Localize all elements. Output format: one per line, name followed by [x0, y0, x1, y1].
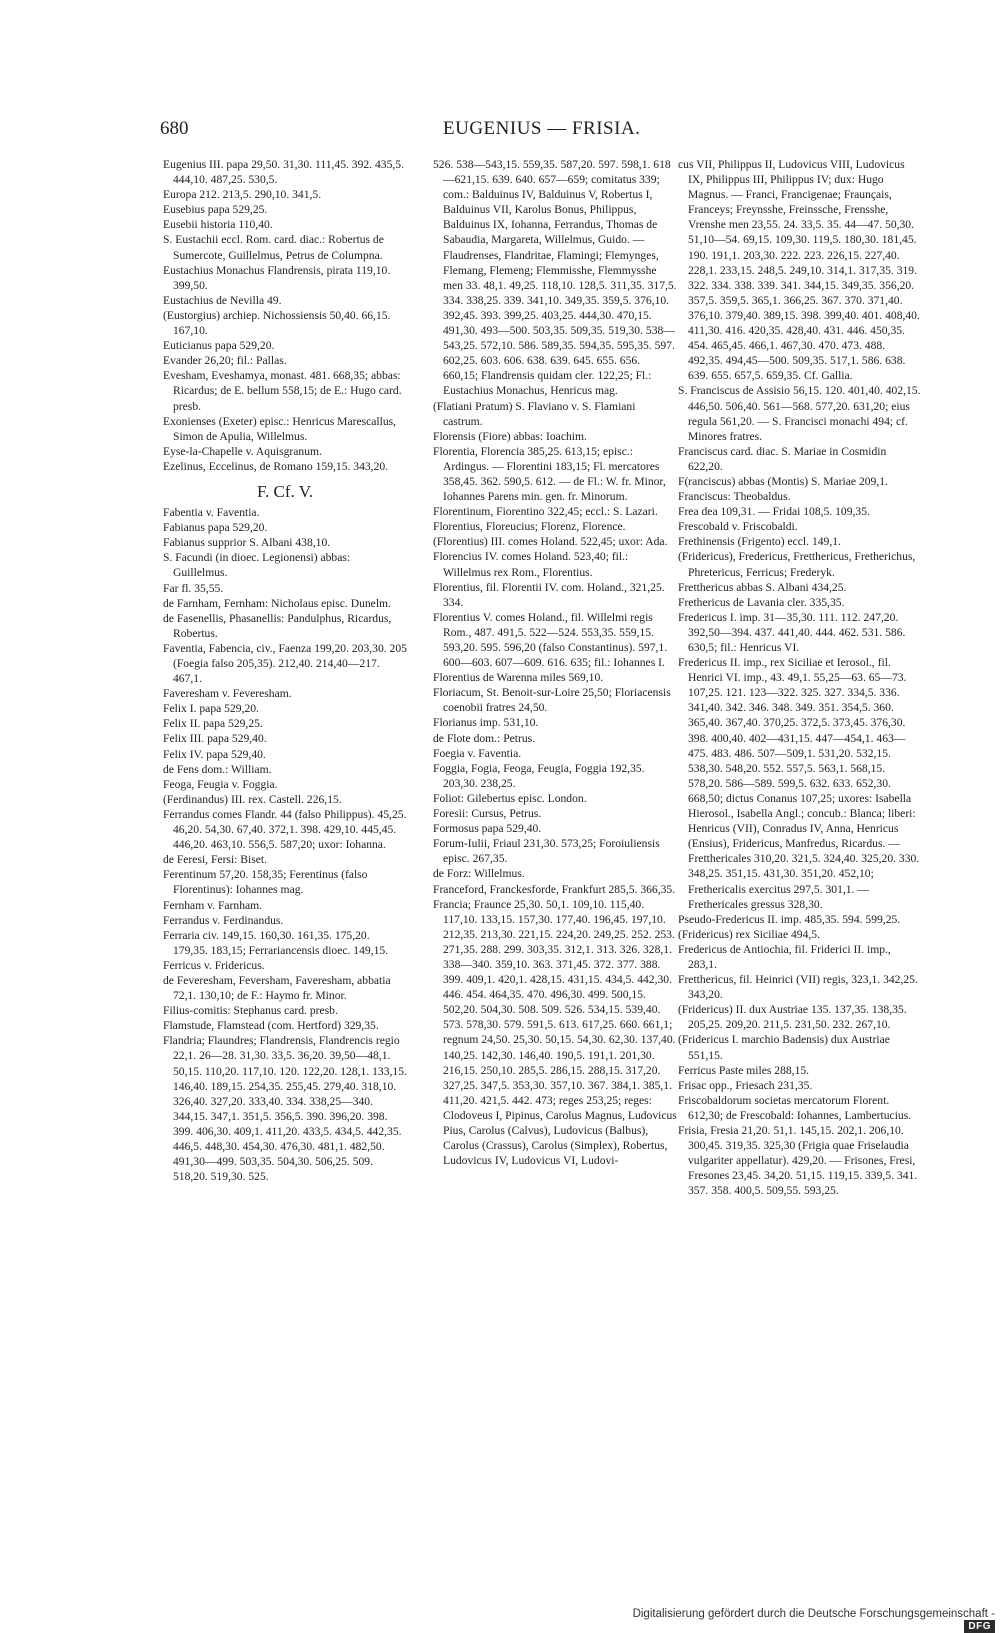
index-entry: Ferricus Paste miles 288,15. — [678, 1063, 810, 1077]
index-entry: Felix II. papa 529,25. — [163, 717, 263, 731]
index-entry: S. Franciscus de Assisio 56,15. 120. 401,40. 402,15. 446,50. 506,40. 561—568. 577,20. 631,20; eius regula 561,20. — S. Francisci monachi 494; cf. Minores fratres. — [678, 384, 921, 443]
index-entry: (Fridericus) rex Siciliae 494,5. — [678, 927, 820, 941]
index-entry: Fredericus II. imp., rex Siciliae et Ierosol., fil. Henrici VI. imp., 43. 49,1. 55,25—63. 65—73. 107,25. 121. 123—322. 325. 327. 334,5. 336. 341,40. 342. 346. 348. 349. 351. 354,5. 360. 365,40. 367,40. 370,25. 372,5. 373,45. 376,30. 398. 400,40. 402—431,15. 447—454,1. 463—475. 483. 486. 507—509,1. 531,20. 532,15. 538,30. 548,20. 552. 557,5. 563,1. 568,15. 578,20. 586—589. 599,5. 632. 633. 652,30. 668,50; dictus Conanus 107,25; uxores: Isabella Hierosol., Isabella Angl.; concub.: Blanca; liberi: Henricus (VII), Conradus IV, Anna, Henricus (Ensius), Fridericus, Manfredus, Ricardus. — Fretthericales 310,20. 321,5. 324,40. 325,20. 330. 348,25. 351,15. 431,30. 351,20. 452,10; Frethericalis exercitus 297,5. 301,1. — Frethericales gressus 328,30. — [678, 656, 920, 911]
index-entry: Frescobald v. Friscobaldi. — [678, 520, 798, 534]
index-entry: Pseudo-Fredericus II. imp. 485,35. 594. 599,25. — [678, 912, 901, 926]
index-entry: Florianus imp. 531,10. — [433, 716, 539, 730]
index-entry: Ferricus v. Fridericus. — [163, 958, 265, 972]
index-entry: (Flatiani Pratum) S. Flaviano v. S. Flamiani castrum. — [433, 399, 636, 428]
index-entry: Frethinensis (Frigento) eccl. 149,1. — [678, 535, 841, 549]
index-entry: Eustachius de Nevilla 49. — [163, 293, 282, 307]
index-entry: S. Eustachii eccl. Rom. card. diac.: Robertus de Sumercote, Guillelmus, Petrus de Columpna. — [163, 233, 384, 262]
index-entry: Francia; Fraunce 25,30. 50,1. 109,10. 115,40. 117,10. 133,15. 157,30. 177,40. 196,45. 197,10. 212,35. 213,30. 221,15. 224,20. 249,25. 252. 253. 271,35. 288. 299. 303,35. 312,1. 313. 326. 328,1. 338—340. 359,10. 363. 371,45. 372. 377. 388. 399. 409,1. 420,1. 428,15. 431,15. 434,5. 442,30. 446. 454. 464,35. 470. 496,30. 499. 500,15. 502,20. 504,30. 508. 509. 526. 534,15. 539,40. 573. 578,30. 579. 591,5. 613. 617,25. 660. 661,1; regnum 24,50. 25,30. 50,15. 54,30. 62,30. 137,40. 140,25. 142,30. 146,40. 190,5. 191,1. 201,30. 216,15. 250,10. 285,5. 286,15. 288,15. 317,20. 327,25. 347,5. 353,30. 357,10. 367. 384,1. 385,1. 411,20. 421,5. 442. 473; reges 253,25; reges: Clodoveus I, Pipinus, Carolus Magnus, Ludovicus Pius, Carolus (Calvus), Ludovicus (Balbus), Carolus (Crassus), Carolus (Simplex), Robertus, Ludovicus IV, Ludovicus VI, Ludovi- — [433, 897, 677, 1168]
index-entry: Europa 212. 213,5. 290,10. 341,5. — [163, 188, 322, 202]
index-entry: Feoga, Feugia v. Foggia. — [163, 777, 278, 791]
page-header — [160, 118, 940, 146]
dfg-logo: DFG — [964, 1620, 995, 1633]
index-entry: de Fens dom.: William. — [163, 762, 272, 776]
index-entry: Faventia, Fabencia, civ., Faenza 199,20. 203,30. 205 (Foegia falso 205,35). 212,40. 214,40—217. 467,1. — [163, 641, 407, 686]
index-entry: Franceford, Franckesforde, Frankfurt 285,5. 366,35. — [433, 882, 676, 896]
index-entry: Fabianus papa 529,20. — [163, 521, 268, 535]
index-entry: Fabentia v. Faventia. — [163, 506, 260, 520]
index-entry: Floriacum, St. Benoit-sur-Loire 25,50; Floriacensis coenobii fratres 24,50. — [433, 686, 671, 715]
index-entry: F(ranciscus) abbas (Montis) S. Mariae 209,1. — [678, 474, 888, 488]
index-entry: Eusebius papa 529,25. — [163, 203, 268, 217]
index-entry: Evesham, Eveshamya, monast. 481. 668,35; abbas: Ricardus; de E. bellum 558,15; de E.: Hugo card. presb. — [163, 369, 402, 413]
index-entry: Fretthericus abbas S. Albani 434,25. — [678, 580, 847, 594]
index-entry: Fredericus de Antiochia, fil. Friderici II. imp., 283,1. — [678, 942, 891, 971]
index-entry: Flandria; Flaundres; Flandrensis, Flandrencis regio 22,1. 26—28. 31,30. 33,5. 36,20. 39,50—48,1. 50,15. 110,20. 117,10. 120. 122,20. 128,1. 133,15. 146,40. 189,15. 254,35. 255,45. 279,40. 318,10. 326,40. 327,20. 333,40. 334. 338,25—340. 344,15. 347,1. 351,5. 356,5. 390. 396,20. 398. 399. 406,30. 409,1. 411,20. 433,5. 434,5. 442,35. 446,5. 448,30. 454,30. 476,30. 481,1. 482,50. 491,30—499. 503,35. 504,30. 506,25. 509. 518,20. 519,30. 525. — [163, 1034, 407, 1184]
index-entry: Foggia, Fogia, Feoga, Feugia, Foggia 192,35. 203,30. 238,25. — [433, 761, 645, 790]
index-entry: Faveresham v. Feveresham. — [163, 687, 292, 701]
page-number: 680 — [160, 118, 189, 139]
index-entry: Florentius, fil. Florentii IV. com. Holand., 321,25. 334. — [433, 580, 665, 609]
section-heading: F. Cf. V. — [256, 481, 314, 501]
index-entry: de Farnham, Fernham: Nicholaus episc. Dunelm. — [163, 596, 391, 610]
index-entry: Ferraria civ. 149,15. 160,30. 161,35. 175,20. 179,35. 183,15; Ferrariancensis dioec. 149,15. — [163, 928, 389, 957]
index-entry: Foresii: Cursus, Petrus. — [433, 807, 542, 821]
index-entry: Frisac opp., Friesach 231,35. — [678, 1078, 813, 1092]
index-entry: Eyse-la-Chapelle v. Aquisgranum. — [163, 444, 322, 458]
index-entry: de Feresi, Fersi: Biset. — [163, 853, 268, 867]
index-entry: Euticianus papa 529,20. — [163, 339, 275, 353]
index-entry: Eustachius Monachus Flandrensis, pirata 119,10. 399,50. — [163, 263, 391, 292]
index-entry: Florentius de Warenna miles 569,10. — [433, 671, 604, 685]
index-entry: Ferrandus comes Flandr. 44 (falso Philippus). 45,25. 46,20. 54,30. 67,40. 372,1. 398. 429,10. 445,45. 446,20. 463,10. 556,5. 587,20; uxor: Iohanna. — [163, 807, 407, 852]
index-entry: (Fridericus) II. dux Austriae 135. 137,35. 138,35. 205,25. 209,20. 211,5. 231,50. 232. 267,10. — [678, 1003, 907, 1032]
index-entry: Felix IV. papa 529,40. — [163, 747, 266, 761]
index-entry: (Florentius) III. comes Holand. 522,45; uxor: Ada. — [433, 535, 668, 549]
index-entry: Florentinum, Fiorentino 322,45; eccl.: S. Lazari. — [433, 505, 658, 519]
index-entry: Eugenius III. papa 29,50. 31,30. 111,45. 392. 435,5. 444,10. 487,25. 530,5. — [163, 158, 404, 187]
index-entry: 526. 538—543,15. 559,35. 587,20. 597. 598,1. 618—621,15. 639. 640. 657—659; comitatus 339; com.: Balduinus IV, Balduinus V, Robertus I, Balduinus VII, Karolus Bonus, Philippus, Balduinus IX, Iohanna, Ferrandus, Thomas de Sabaudia, Margareta, Willelmus, Guido. — Flaudrenses, Flandritae, Flamingi; Flemynges, Flemang, Flemeng; Flemmisshe, Flemmysshe men 33. 48,1. 49,25. 118,10. 128,5. 311,35. 317,5. 334. 338,25. 339. 341,10. 349,35. 359,5. 376,10. 392,45. 393. 399,25. 403,25. 444,30. 470,15. 491,30. 493—500. 503,35. 509,35. 519,30. 538—543,25. 572,10. 586. 589,35. 594,35. 595,35. 597. 602,25. 603. 606. 638. 639. 645. 655. 656. 660,15; Flandrensis quidam cler. 122,25; Fl.: Eustachius Monachus, Henricus mag. — [433, 158, 677, 398]
index-entry: (Ferdinandus) III. rex. Castell. 226,15. — [163, 792, 342, 806]
index-entry: Filius-comitis: Stephanus card. presb. — [163, 1004, 338, 1018]
index-entry: Forum-Iulii, Friaul 231,30. 573,25; Foroiuliensis episc. 267,35. — [433, 837, 660, 866]
index-entry: Exonienses (Exeter) episc.: Henricus Marescallus, Simon de Apulia, Willelmus. — [163, 414, 397, 443]
index-entry: de Fasenellis, Phasanellis: Pandulphus, Ricardus, Robertus. — [163, 611, 392, 640]
index-entry: Eusebii historia 110,40. — [163, 218, 273, 232]
index-entry: Felix I. papa 529,20. — [163, 702, 259, 716]
index-entry: Frea dea 109,31. — Fridai 108,5. 109,35. — [678, 505, 870, 519]
index-entry: Felix III. papa 529,40. — [163, 732, 267, 746]
index-entry: cus VII, Philippus II, Ludovicus VIII, Ludovicus IX, Philippus III, Philippus IV; dux: Hugo Magnus. — Franci, Francigenae; Fraunçais, Franceys; Freynsshe, Freinssche, Frensshe, Vrenshe men 23,55. 24. 33,5. 35. 44—47. 50,30. 51,10—54. 69,15. 109,30. 119,5. 180,30. 181,45. 190. 191,1. 203,30. 222. 223. 226,15. 227,40. 228,1. 233,15. 248,5. 249,10. 314,1. 317,35. 319. 322. 334. 338. 339. 341. 344,15. 349,35. 356,20. 357,5. 359,5. 365,1. 366,25. 367. 370. 371,40. 376,10. 379,40. 389,15. 398. 399,40. 401. 408,40. 411,30. 416. 420,35. 428,40. 431. 446. 450,35. 454. 465,45. 466,1. 467,30. 470. 473. 488. 492,35. 494,45—500. 509,35. 517,1. 586. 638. 639. 655. 657,5. 659,35. Cf. Gallia. — [678, 158, 920, 383]
index-entry: (Fridericus I. marchio Badensis) dux Austriae 551,15. — [678, 1033, 890, 1062]
index-entry: de Forz: Willelmus. — [433, 867, 525, 881]
index-entry: (Fridericus), Fredericus, Fretthericus, Fretherichus, Phretericus, Ferricus; Frederyk. — [678, 550, 916, 579]
index-entry: Friscobaldorum societas mercatorum Florent. 612,30; de Frescobald: Iohannes, Lambertucius. — [678, 1093, 912, 1122]
index-entry: Foegia v. Faventia. — [433, 746, 522, 760]
index-entry: Ferentinum 57,20. 158,35; Ferentinus (falso Florentinus): Iohannes mag. — [163, 868, 368, 897]
index-entry: Franciscus card. diac. S. Mariae in Cosmidin 622,20. — [678, 444, 887, 473]
running-head: EUGENIUS — FRISIA. — [443, 118, 641, 139]
index-entry: de Flote dom.: Petrus. — [433, 731, 536, 745]
index-entry: Evander 26,20; fil.: Pallas. — [163, 354, 287, 368]
digitization-footer — [610, 1608, 995, 1633]
footer-text: Digitalisierung gefördert durch die Deutsche Forschungsgemeinschaft - — [632, 1608, 995, 1620]
index-entry: Fernham v. Farnham. — [163, 898, 263, 912]
index-column-1 — [163, 157, 407, 1184]
index-entry: Fabianus supprior S. Albani 438,10. — [163, 536, 331, 550]
index-entry: Florentius, Floreucius; Florenz, Florence. — [433, 520, 626, 534]
index-entry: Florensis (Fiore) abbas: Ioachim. — [433, 429, 587, 443]
index-entry: Franciscus: Theobaldus. — [678, 490, 791, 504]
index-column-2 — [433, 157, 677, 1168]
index-entry: Frethericus de Lavania cler. 335,35. — [678, 595, 845, 609]
index-entry: de Feveresham, Feversham, Faveresham, abbatia 72,1. 130,10; de F.: Haymo fr. Minor. — [163, 973, 391, 1003]
index-entry: Florentia, Florencia 385,25. 613,15; episc.: Ardingus. — Florentini 183,15; Fl. mercatores 358,45. 362. 590,5. 612. — de Fl.: W. fr. Minor, Iohannes Parens min. gen. fr. Minorum. — [433, 444, 666, 504]
index-entry: Fredericus I. imp. 31—35,30. 111. 112. 247,20. 392,50—394. 437. 441,40. 444. 462. 531. 586. 630,5; fil.: Henricus VI. — [678, 610, 906, 654]
index-entry: Foliot: Gilebertus episc. London. — [433, 791, 587, 805]
index-entry: Florencius IV. comes Holand. 523,40; fil.: Willelmus rex Rom., Florentius. — [433, 550, 629, 579]
index-entry: Fretthericus, fil. Heinrici (VII) regis, 323,1. 342,25. 343,20. — [678, 973, 918, 1002]
index-entry: S. Facundi (in dioec. Legionensi) abbas: Guillelmus. — [163, 551, 351, 580]
index-entry: Far fl. 35,55. — [163, 581, 224, 595]
index-entry: Flamstude, Flamstead (com. Hertford) 329,35. — [163, 1019, 379, 1033]
index-entry: Frisia, Fresia 21,20. 51,1. 145,15. 202,1. 206,10. 300,45. 319,35. 325,30 (Frigia quae Friselaudia vulgariter appellatur). 429,20. — Frisones, Fresi, Fresones 23,45. 34,20. 51,15. 119,15. 339,5. 341. 357. 358. 400,5. 509,55. 593,25. — [678, 1124, 918, 1198]
index-entry: Florentius V. comes Holand., fil. Willelmi regis Rom., 487. 491,5. 522—524. 553,35. 559,15. 593,20. 595. 596,20 (falso Constantinus). 597,1. 600—603. 607—609. 616. 635; fil.: Iohannes I. — [433, 610, 668, 670]
index-entry: Ezelinus, Eccelinus, de Romano 159,15. 343,20. — [163, 459, 389, 473]
index-column-3 — [678, 157, 922, 1198]
index-entry: Formosus papa 529,40. — [433, 822, 542, 836]
index-entry: (Eustorgius) archiep. Nichossiensis 50,40. 66,15. 167,10. — [163, 308, 391, 338]
index-entry: Ferrandus v. Ferdinandus. — [163, 913, 284, 927]
